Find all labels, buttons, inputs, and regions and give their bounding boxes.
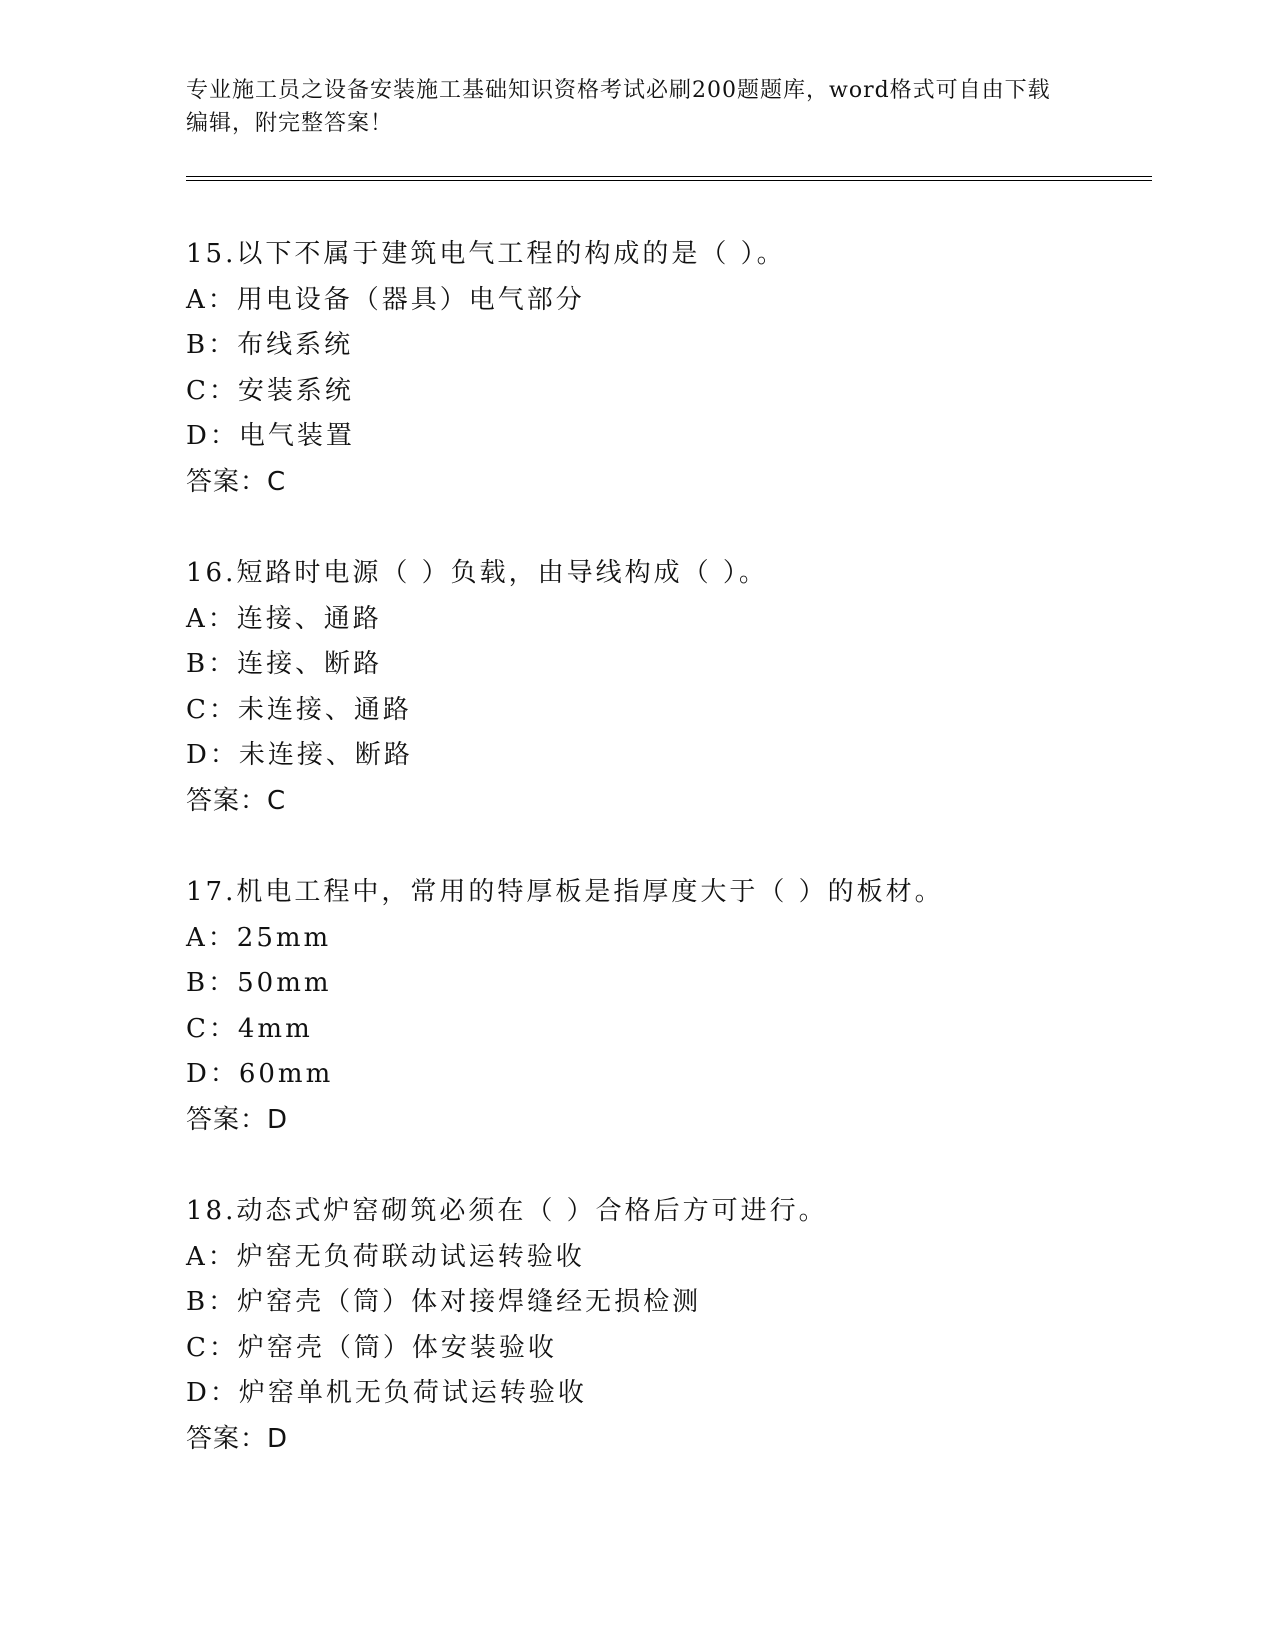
option-b: B：50mm	[186, 968, 332, 998]
option-d: D：炉窑单机无负荷试运转验收	[186, 1378, 587, 1408]
question-15	[186, 232, 1146, 505]
question-17	[186, 870, 1146, 1143]
option-a: A：连接、通路	[186, 603, 382, 634]
document-header: 专业施工员之设备安装施工基础知识资格考试必刷200题题库，word格式可自由下载编辑，附完整答案！	[186, 78, 1051, 136]
option-b: B：炉窑壳（筒）体对接焊缝经无损检测	[186, 1287, 702, 1317]
answer-line: 答案：C	[186, 785, 287, 816]
option-b: B：连接、断路	[186, 649, 383, 679]
question-stem: 16.短路时电源（ ）负载，由导线构成（ ）。	[186, 558, 768, 588]
option-c: C：未连接、通路	[186, 694, 412, 725]
question-stem: 18.动态式炉窑砌筑必须在（ ）合格后方可进行。	[186, 1196, 828, 1226]
option-a: A：炉窑无负荷联动试运转验收	[186, 1241, 585, 1272]
option-d: D：60mm	[186, 1059, 334, 1089]
option-a: A：用电设备（器具）电气部分	[186, 284, 585, 315]
option-d: D：未连接、断路	[186, 740, 413, 770]
question-stem: 15.以下不属于建筑电气工程的构成的是（ ）。	[186, 239, 786, 269]
header-divider	[186, 176, 1152, 181]
question-18	[186, 1189, 1146, 1462]
question-16	[186, 551, 1146, 824]
question-stem: 17.机电工程中，常用的特厚板是指厚度大于（ ）的板材。	[186, 877, 944, 907]
answer-line: 答案：C	[186, 466, 287, 497]
option-c: C：安装系统	[186, 375, 354, 406]
option-c: C：炉窑壳（筒）体安装验收	[186, 1332, 557, 1363]
option-a: A：25mm	[186, 922, 332, 953]
question-list	[186, 232, 1146, 1508]
answer-line: 答案：D	[186, 1423, 289, 1454]
option-d: D：电气装置	[186, 421, 355, 451]
option-b: B：布线系统	[186, 330, 354, 360]
answer-line: 答案：D	[186, 1104, 289, 1135]
option-c: C：4mm	[186, 1013, 313, 1044]
